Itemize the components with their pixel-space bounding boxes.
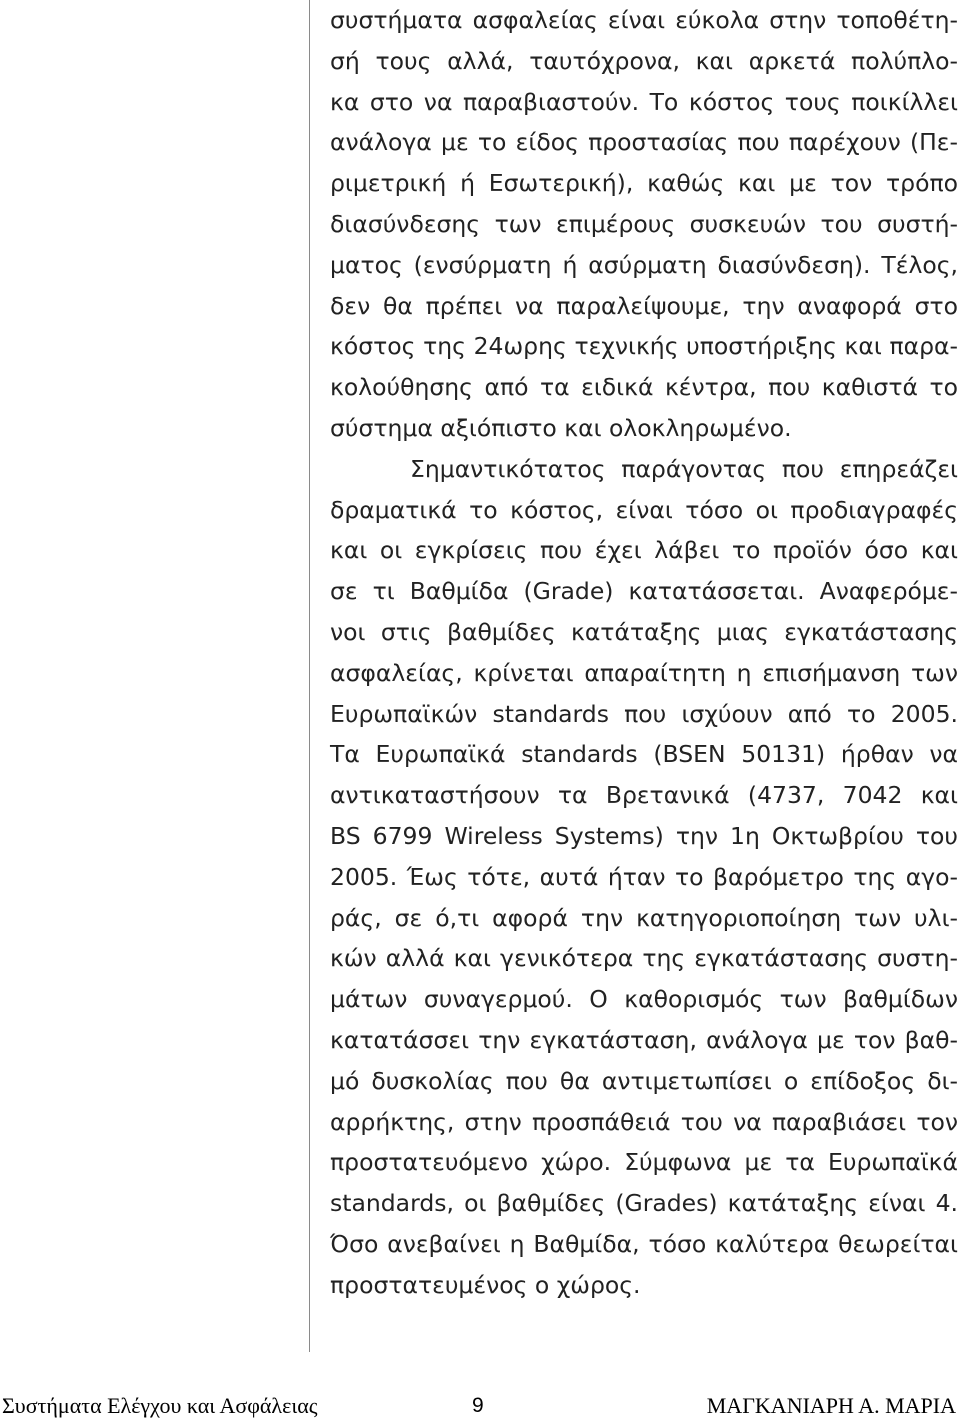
text-line: standards, οι βαθμίδες (Grades) κατάταξης είναι 4. [330, 1189, 958, 1218]
text-line: κών αλλά και γενικότερα της εγκατάστασης συστη- [330, 944, 958, 973]
footer-course-title: Συστήματα Ελέγχου και Ασφάλειας [2, 1393, 318, 1418]
text-line: κατατάσσει την εγκατάσταση, ανάλογα με τον βαθ- [330, 1025, 958, 1054]
text-line: Όσο ανεβαίνει η Βαθμίδα, τόσο καλύτερα θεωρείται [330, 1229, 958, 1258]
text-line: Τα Ευρωπαϊκά standards (BSEN 50131) ήρθαν να [330, 740, 958, 769]
text-line: ασφαλείας, κρίνεται απαραίτητη η επισήμανση των [330, 658, 958, 687]
text-line: προστατευόμενο χώρο. Σύμφωνα με τα Ευρωπαϊκά [330, 1148, 958, 1177]
text-line-paragraph-end: σύστημα αξιόπιστο και ολοκληρωμένο. [330, 413, 792, 442]
text-line: συστήματα ασφαλείας είναι εύκολα στην τοποθέτη- [330, 6, 958, 34]
footer-author: ΜΑΓΚΑΝΙΑΡΗ Α. ΜΑΡΙΑ [706, 1393, 956, 1418]
text-line: αρρήκτης, στην προσπάθειά του να παραβιάσει τον [330, 1107, 958, 1136]
text-line: κόστος της 24ωρης τεχνικής υποστήριξης και παρα- [330, 332, 958, 361]
text-line: μό δυσκολίας που θα αντιμετωπίσει ο επίδοξος δι- [330, 1066, 958, 1095]
text-line: ράς, σε ό,τι αφορά την κατηγοριοποίηση των υλι- [330, 903, 958, 932]
text-line: ανάλογα με το είδος προστασίας που παρέχουν (Πε- [330, 128, 958, 157]
text-line-paragraph-end: προστατευμένος ο χώρος. [330, 1270, 641, 1299]
text-line: αντικαταστήσουν τα Βρετανικά (4737, 7042 και [330, 781, 958, 810]
text-line: δεν θα πρέπει να παραλείψουμε, την αναφορά στο [330, 291, 958, 320]
margin-rule [309, 0, 310, 1352]
text-line: νοι στις βαθμίδες κατάταξης μιας εγκατάστασης [330, 617, 958, 646]
text-line: 2005. Έως τότε, αυτά ήταν το βαρόμετρο της αγο- [330, 862, 958, 891]
text-line: BS 6799 Wireless Systems) την 1η Οκτωβρίου του [330, 821, 958, 850]
text-line: κα στο να παραβιαστούν. Το κόστος τους ποικίλλει [330, 87, 958, 116]
text-line: ματος (ενσύρματη ή ασύρματη διασύνδεση). Τέλος, [330, 250, 958, 279]
text-line: διασύνδεσης των επιμέρους συσκευών του συστή- [330, 209, 958, 238]
body-text [330, 0, 958, 1306]
text-line: ριμετρική ή Εσωτερική), καθώς και με τον τρόπο [330, 169, 958, 198]
text-line: Ευρωπαϊκών standards που ισχύουν από το 2005. [330, 699, 958, 728]
text-line: δραματικά το κόστος, είναι τόσο οι προδιαγραφές [330, 495, 958, 524]
text-line: μάτων συναγερμού. Ο καθορισμός των βαθμίδων [330, 985, 958, 1014]
text-line: κολούθησης από τα ειδικά κέντρα, που καθιστά το [330, 373, 958, 402]
text-line: σή τους αλλά, ταυτόχρονα, και αρκετά πολύπλο- [330, 46, 958, 75]
footer-page-number: 9 [472, 1394, 484, 1417]
text-line-paragraph-start: Σημαντικότατος παράγοντας που επηρεάζει [410, 454, 958, 483]
text-line: και οι εγκρίσεις που έχει λάβει το προϊόν όσο και [330, 536, 958, 565]
text-line: σε τι Βαθμίδα (Grade) κατατάσσεται. Αναφερόμε- [330, 577, 958, 606]
